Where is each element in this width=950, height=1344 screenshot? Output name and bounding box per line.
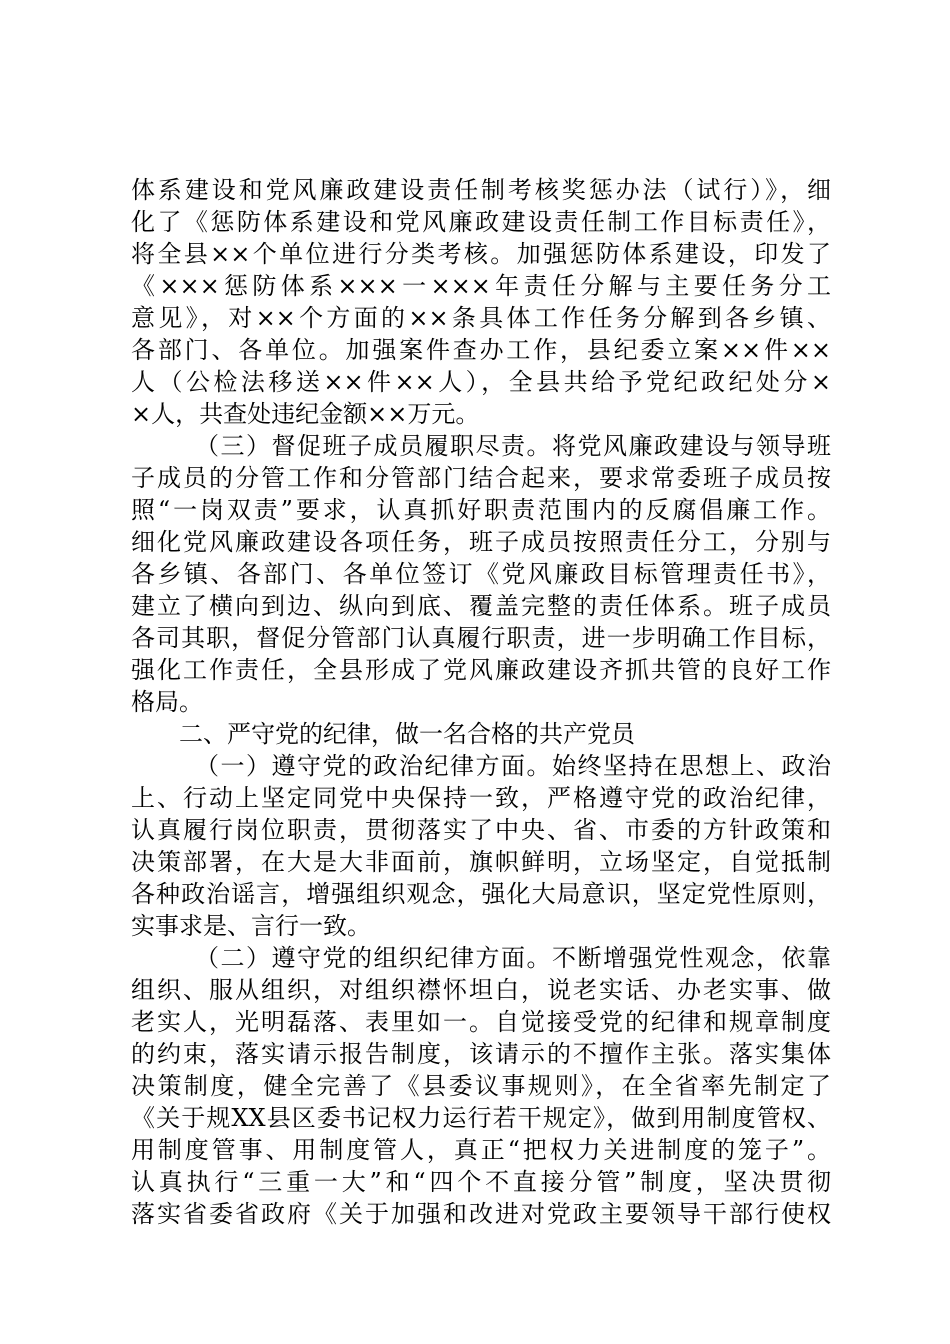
text-line: 各种政治谣言，增强组织观念，强化大局意识，坚定党性原则， bbox=[131, 880, 831, 908]
text-line: 子成员的分管工作和分管部门结合起来，要求常委班子成员按 bbox=[131, 464, 831, 492]
text-line: 各部门、各单位。加强案件查办工作，县纪委立案××件×× bbox=[131, 336, 831, 364]
text-line: 各司其职，督促分管部门认真履行职责，进一步明确工作目标， bbox=[131, 624, 831, 652]
text-line: 人（公检法移送××件××人），全县共给予党纪政纪处分× bbox=[131, 368, 831, 396]
text-line: 老实人，光明磊落、表里如一。自觉接受党的纪律和规章制度 bbox=[131, 1008, 831, 1036]
text-line: 将全县××个单位进行分类考核。加强惩防体系建设，印发了 bbox=[131, 240, 831, 268]
text-line: 强化工作责任，全县形成了党风廉政建设齐抓共管的良好工作 bbox=[131, 656, 831, 684]
text-line: 体系建设和党风廉政建设责任制考核奖惩办法（试行）》，细 bbox=[131, 176, 831, 204]
text-line: 化了《惩防体系建设和党风廉政建设责任制工作目标责任》， bbox=[131, 208, 831, 236]
text-line: ×人，共查处违纪金额××万元。 bbox=[131, 400, 480, 428]
subsection-one-heading-line: （一）遵守党的政治纪律方面。始终坚持在思想上、政治 bbox=[195, 752, 831, 780]
section-two-heading: 二、严守党的纪律，做一名合格的共产党员 bbox=[179, 720, 635, 748]
text-line: 照“一岗双责”要求，认真抓好职责范围内的反腐倡廉工作。 bbox=[131, 496, 831, 524]
text-line: 组织、服从组织，对组织襟怀坦白，说老实话、办老实事、做 bbox=[131, 976, 831, 1004]
text-line: 决策部署，在大是大非面前，旗帜鲜明，立场坚定，自觉抵制 bbox=[131, 848, 831, 876]
text-line: 意见》，对××个方面的××条具体工作任务分解到各乡镇、 bbox=[131, 304, 831, 332]
text-line: 《关于规XX县区委书记权力运行若干规定》，做到用制度管权、 bbox=[131, 1104, 831, 1132]
text-line: 实事求是、言行一致。 bbox=[131, 912, 371, 940]
text-line: 认真执行“三重一大”和“四个不直接分管”制度，坚决贯彻 bbox=[131, 1168, 831, 1196]
text-line: 上、行动上坚定同党中央保持一致，严格遵守党的政治纪律， bbox=[131, 784, 831, 812]
text-line: 格局。 bbox=[131, 688, 203, 716]
text-line: 落实省委省政府《关于加强和改进对党政主要领导干部行使权 bbox=[131, 1200, 831, 1228]
text-line: 细化党风廉政建设各项任务，班子成员按照责任分工，分别与 bbox=[131, 528, 831, 556]
section-three-heading-line: （三）督促班子成员履职尽责。将党风廉政建设与领导班 bbox=[195, 432, 831, 460]
subsection-two-heading-line: （二）遵守党的组织纪律方面。不断增强党性观念，依靠 bbox=[195, 944, 831, 972]
text-line: 建立了横向到边、纵向到底、覆盖完整的责任体系。班子成员 bbox=[131, 592, 831, 620]
text-line: 《×××惩防体系×××一×××年责任分解与主要任务分工 bbox=[131, 272, 831, 300]
text-line: 的约束，落实请示报告制度，该请示的不擅作主张。落实集体 bbox=[131, 1040, 831, 1068]
text-line: 用制度管事、用制度管人，真正“把权力关进制度的笼子”。 bbox=[131, 1136, 831, 1164]
text-line: 决策制度，健全完善了《县委议事规则》，在全省率先制定了 bbox=[131, 1072, 831, 1100]
document-body bbox=[131, 174, 831, 1230]
text-line: 认真履行岗位职责，贯彻落实了中央、省、市委的方针政策和 bbox=[131, 816, 831, 844]
text-line: 各乡镇、各部门、各单位签订《党风廉政目标管理责任书》， bbox=[131, 560, 831, 588]
